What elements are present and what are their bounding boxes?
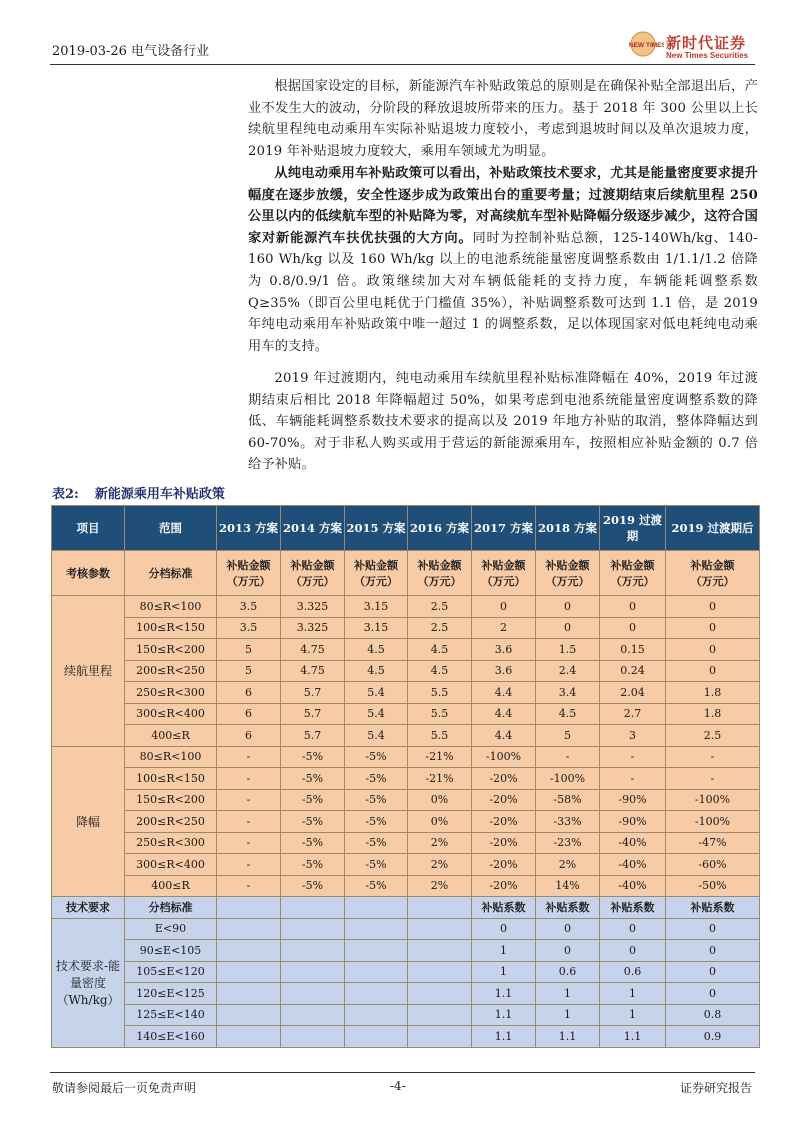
amount-line2: （万元） — [290, 575, 335, 588]
paragraph-1: 根据国家设定的目标，新能源汽车补贴政策总的原则是在确保补贴全部退出后，产业不发生大的波动，分阶段的释放退坡所带来的压力。基于 2018 年 300 公里以上长续航里程纯电动乘用车实际补贴退坡力度较小，考虑到退坡时间以及单次退坡力度，2019 年补贴退坡力度较大，乘用车领域尤为明显。 — [248, 79, 758, 159]
value-cell: 4.4 — [472, 682, 536, 704]
value-cell: 0 — [600, 918, 666, 940]
paragraph-2-rest: 同时为控制补贴总额，125-140Wh/kg、140-160 Wh/kg 以及 160 Wh/kg 以上的电池系统能量密度调整系数由 1/1.1/1.2 倍降为 0.8/0.9/1 倍。政策继续加大对车辆低能耗的支持力度，车辆能耗调整系数 Q≥35%（即百公里电耗优于门槛值 35%），补贴调整系数可达到 1.1 倍，是 2019 年纯电动乘用车补贴政策中唯一超过 1 的调整系数，足以体现国家对低电耗纯电动乘用车的支持。 — [248, 230, 759, 354]
empty-cell — [217, 940, 281, 962]
amount-line1: 补贴金额 — [481, 559, 526, 572]
table-caption: 新能源乘用车补贴政策 — [94, 487, 225, 502]
value-cell: 4.5 — [345, 639, 408, 661]
company-logo — [626, 30, 766, 64]
value-cell: 1.8 — [666, 682, 760, 704]
value-cell: 2% — [408, 854, 472, 876]
range-cell: 400≤R — [125, 725, 217, 747]
empty-cell — [217, 897, 281, 919]
empty-cell — [217, 961, 281, 983]
value-cell: 0 — [536, 617, 600, 639]
amount-line2: （万元） — [545, 575, 590, 588]
table-subheader-row — [52, 551, 760, 596]
value-cell: - — [600, 768, 666, 790]
range-cell: 200≤R<250 — [125, 811, 217, 833]
header-cell: 2013 方案 — [217, 506, 281, 551]
value-cell: 5 — [217, 660, 281, 682]
range-cell: 300≤R<400 — [125, 703, 217, 725]
value-cell: 1.1 — [472, 983, 536, 1005]
value-cell: 1.1 — [472, 1004, 536, 1026]
value-cell: 2.5 — [666, 725, 760, 747]
logo-cn-text: 新时代证券 — [666, 34, 747, 52]
paragraph-3: 2019 年过渡期内，纯电动乘用车续航里程补贴标准降幅在 40%，2019 年过渡期结束后相比 2018 年降幅超过 50%，如果考虑到电池系统能量密度调整系数的降低、车辆能耗调整系数技术要求的提高以及 2019 年地方补贴的取消，整体降幅达到 60-70%。对于非私人购买或用于营运的新能源乘用车，按照相应补贴金额的 0.7 倍给予补贴。 — [248, 371, 758, 473]
header-cell: 2019 过渡期 — [600, 506, 666, 551]
range-section-body — [52, 596, 760, 747]
table-row — [52, 682, 760, 704]
coef-header: 补贴系数 — [600, 897, 666, 919]
value-cell: - — [666, 768, 760, 790]
value-cell: 3.15 — [345, 617, 408, 639]
empty-cell — [345, 918, 408, 940]
empty-cell — [408, 918, 472, 940]
range-section-label: 续航里程 — [52, 596, 125, 747]
paragraph-2-bold: 从纯电动乘用车补贴政策可以看出，补贴政策技术要求，尤其是能量密度要求提升幅度在逐步放缓，安全性逐步成为政策出台的重要考量；过渡期结束后续航里程 250 公里以内的低续航车型的补贴降为零，对高续航车型补贴降幅分级逐步减少，这符合国家对新能源汽车扶优扶强的大方向。 — [248, 166, 758, 246]
value-cell: 2.4 — [536, 660, 600, 682]
amount-header — [666, 551, 760, 596]
value-cell: 1 — [600, 1004, 666, 1026]
table-row — [52, 875, 760, 897]
amount-line1: 补贴金额 — [354, 559, 398, 572]
header-cell: 范围 — [125, 506, 217, 551]
value-cell: 4.5 — [345, 660, 408, 682]
value-cell: 5 — [217, 639, 281, 661]
energy-section-label — [52, 918, 125, 1047]
value-cell: 1 — [536, 1004, 600, 1026]
value-cell: 4.4 — [472, 703, 536, 725]
value-cell: - — [217, 789, 281, 811]
header-cell: 2019 过渡期后 — [666, 506, 760, 551]
value-cell: -20% — [472, 811, 536, 833]
coef-header: 补贴系数 — [536, 897, 600, 919]
value-cell: -5% — [281, 875, 345, 897]
value-cell: 0.6 — [536, 961, 600, 983]
table-row — [52, 703, 760, 725]
value-cell: 3 — [600, 725, 666, 747]
subheader-label: 考核参数 — [52, 551, 125, 596]
empty-cell — [217, 983, 281, 1005]
tech-label: 技术要求 — [52, 897, 125, 919]
table-row — [52, 639, 760, 661]
table-row — [52, 789, 760, 811]
value-cell: 0 — [666, 660, 760, 682]
value-cell: 1.1 — [536, 1026, 600, 1048]
table-row — [52, 961, 760, 983]
value-cell: 0 — [666, 940, 760, 962]
subsidy-policy-table — [51, 505, 760, 1048]
value-cell: -21% — [408, 768, 472, 790]
value-cell: 5.4 — [345, 725, 408, 747]
value-cell: - — [600, 746, 666, 768]
value-cell: 0.24 — [600, 660, 666, 682]
logo-en-text: New Times Securities — [666, 51, 749, 60]
empty-cell — [408, 983, 472, 1005]
amount-line2: （万元） — [417, 575, 462, 588]
table-row — [52, 725, 760, 747]
range-cell: 140≤E<160 — [125, 1026, 217, 1048]
value-cell: -20% — [472, 768, 536, 790]
value-cell: -5% — [281, 811, 345, 833]
table-row — [52, 811, 760, 833]
coef-header: 补贴系数 — [666, 897, 760, 919]
empty-cell — [345, 983, 408, 1005]
value-cell: - — [217, 832, 281, 854]
range-cell: 250≤R<300 — [125, 682, 217, 704]
value-cell: 2.04 — [600, 682, 666, 704]
energy-section-line: 技术要求-能 — [55, 959, 121, 973]
value-cell: - — [536, 746, 600, 768]
logo-emblem-icon — [626, 30, 664, 64]
value-cell: 4.75 — [281, 639, 345, 661]
value-cell: 0 — [536, 918, 600, 940]
amount-header — [345, 551, 408, 596]
header-cell: 2017 方案 — [472, 506, 536, 551]
value-cell: 5.7 — [281, 725, 345, 747]
value-cell: 0 — [666, 596, 760, 618]
value-cell: 2% — [536, 854, 600, 876]
table-row — [52, 768, 760, 790]
header-cell: 2018 方案 — [536, 506, 600, 551]
value-cell: -40% — [600, 875, 666, 897]
value-cell: 1.1 — [472, 1026, 536, 1048]
value-cell: 5.7 — [281, 682, 345, 704]
amount-header — [217, 551, 281, 596]
value-cell: 0 — [472, 918, 536, 940]
value-cell: 0 — [666, 983, 760, 1005]
empty-cell — [345, 940, 408, 962]
amount-line1: 补贴金额 — [290, 559, 335, 572]
value-cell: -5% — [281, 854, 345, 876]
range-cell: 80≤R<100 — [125, 596, 217, 618]
empty-cell — [281, 1004, 345, 1026]
range-cell: 90≤E<105 — [125, 940, 217, 962]
value-cell: 2 — [472, 617, 536, 639]
amount-header — [536, 551, 600, 596]
value-cell: 0.15 — [600, 639, 666, 661]
empty-cell — [408, 961, 472, 983]
header-date-industry: 2019-03-26 电气设备行业 — [52, 44, 210, 59]
range-cell: 200≤R<250 — [125, 660, 217, 682]
value-cell: 1.1 — [600, 1026, 666, 1048]
value-cell: 0 — [600, 596, 666, 618]
paragraph-2 — [248, 163, 758, 357]
empty-cell — [217, 1026, 281, 1048]
range-cell: 100≤R<150 — [125, 768, 217, 790]
value-cell: - — [666, 746, 760, 768]
value-cell: 5.5 — [408, 682, 472, 704]
value-cell: - — [217, 854, 281, 876]
header-divider — [50, 64, 755, 65]
value-cell: 0% — [408, 789, 472, 811]
value-cell: 2.5 — [408, 596, 472, 618]
amount-header — [408, 551, 472, 596]
value-cell: 5 — [536, 725, 600, 747]
value-cell: -21% — [408, 746, 472, 768]
tech-range-label: 分档标准 — [125, 897, 217, 919]
value-cell: 6 — [217, 682, 281, 704]
value-cell: 0% — [408, 811, 472, 833]
table-header-row — [52, 506, 760, 551]
value-cell: 2% — [408, 832, 472, 854]
range-cell: 105≤E<120 — [125, 961, 217, 983]
range-cell: 150≤R<200 — [125, 789, 217, 811]
footer-disclaimer: 敬请参阅最后一页免责声明 — [52, 1081, 197, 1095]
value-cell: 14% — [536, 875, 600, 897]
value-cell: 3.325 — [281, 596, 345, 618]
value-cell: 3.5 — [217, 596, 281, 618]
value-cell: 0.8 — [666, 1004, 760, 1026]
value-cell: 0 — [536, 940, 600, 962]
range-cell: 250≤R<300 — [125, 832, 217, 854]
value-cell: 3.5 — [217, 617, 281, 639]
range-cell: 300≤R<400 — [125, 854, 217, 876]
value-cell: -100% — [472, 746, 536, 768]
value-cell: -50% — [666, 875, 760, 897]
value-cell: 3.6 — [472, 639, 536, 661]
drop-section-body — [52, 746, 760, 897]
amount-line1: 补贴金额 — [610, 559, 655, 572]
value-cell: 4.75 — [281, 660, 345, 682]
value-cell: 2.7 — [600, 703, 666, 725]
value-cell: -20% — [472, 854, 536, 876]
empty-cell — [408, 1004, 472, 1026]
page-number: -4- — [390, 1079, 406, 1093]
drop-section-label: 降幅 — [52, 746, 125, 897]
value-cell: -90% — [600, 811, 666, 833]
empty-cell — [281, 961, 345, 983]
value-cell: 0 — [472, 596, 536, 618]
value-cell: -20% — [472, 832, 536, 854]
header-cell: 2016 方案 — [408, 506, 472, 551]
value-cell: 1 — [600, 983, 666, 1005]
range-cell: 125≤E<140 — [125, 1004, 217, 1026]
value-cell: 1 — [536, 983, 600, 1005]
logo-badge-text: NEW TIMES — [629, 42, 664, 49]
value-cell: 0.9 — [666, 1026, 760, 1048]
empty-cell — [217, 1004, 281, 1026]
table-row — [52, 918, 760, 940]
energy-section-body — [52, 918, 760, 1047]
table-title — [52, 483, 225, 502]
subheader-range: 分档标准 — [125, 551, 217, 596]
table-row — [52, 660, 760, 682]
value-cell: 0.6 — [600, 961, 666, 983]
value-cell: 1 — [472, 940, 536, 962]
value-cell: -20% — [472, 789, 536, 811]
amount-line2: （万元） — [354, 575, 398, 588]
energy-section-line: 量密度 — [69, 976, 106, 990]
empty-cell — [345, 897, 408, 919]
value-cell: - — [217, 875, 281, 897]
value-cell: -5% — [345, 875, 408, 897]
value-cell: -5% — [345, 768, 408, 790]
table-row — [52, 832, 760, 854]
value-cell: 4.5 — [408, 639, 472, 661]
table-row — [52, 746, 760, 768]
value-cell: 0 — [666, 639, 760, 661]
value-cell: -33% — [536, 811, 600, 833]
value-cell: -40% — [600, 854, 666, 876]
value-cell: 4.5 — [408, 660, 472, 682]
empty-cell — [281, 918, 345, 940]
value-cell: 3.6 — [472, 660, 536, 682]
value-cell: 3.325 — [281, 617, 345, 639]
value-cell: 1 — [472, 961, 536, 983]
value-cell: -23% — [536, 832, 600, 854]
value-cell: 5.4 — [345, 682, 408, 704]
table-number: 表2: — [52, 487, 79, 502]
value-cell: 3.15 — [345, 596, 408, 618]
empty-cell — [217, 918, 281, 940]
value-cell: -5% — [345, 746, 408, 768]
empty-cell — [408, 1026, 472, 1048]
value-cell: -5% — [345, 811, 408, 833]
amount-line1: 补贴金额 — [690, 559, 735, 572]
value-cell: 0 — [600, 940, 666, 962]
energy-section-line: （Wh/kg） — [56, 993, 120, 1007]
value-cell: -100% — [666, 789, 760, 811]
value-cell: -5% — [281, 768, 345, 790]
header-cell: 项目 — [52, 506, 125, 551]
amount-line1: 补贴金额 — [545, 559, 590, 572]
amount-header — [472, 551, 536, 596]
value-cell: -20% — [472, 875, 536, 897]
value-cell: -100% — [536, 768, 600, 790]
range-cell: 100≤R<150 — [125, 617, 217, 639]
value-cell: -5% — [281, 746, 345, 768]
value-cell: 6 — [217, 725, 281, 747]
value-cell: 0 — [666, 617, 760, 639]
range-cell: 120≤E<125 — [125, 983, 217, 1005]
value-cell: 4.5 — [536, 703, 600, 725]
empty-cell — [281, 1026, 345, 1048]
table-row — [52, 983, 760, 1005]
empty-cell — [408, 897, 472, 919]
value-cell: -100% — [666, 811, 760, 833]
amount-line1: 补贴金额 — [226, 559, 271, 572]
header-cell: 2015 方案 — [345, 506, 408, 551]
value-cell: 3.4 — [536, 682, 600, 704]
value-cell: - — [217, 768, 281, 790]
footer-report-type: 证券研究报告 — [680, 1081, 753, 1095]
value-cell: 1.5 — [536, 639, 600, 661]
table-row — [52, 940, 760, 962]
value-cell: - — [217, 811, 281, 833]
header-cell: 2014 方案 — [281, 506, 345, 551]
value-cell: -5% — [345, 789, 408, 811]
empty-cell — [408, 940, 472, 962]
table-row — [52, 617, 760, 639]
value-cell: 0 — [536, 596, 600, 618]
value-cell: 2.5 — [408, 617, 472, 639]
amount-header — [281, 551, 345, 596]
amount-line2: （万元） — [690, 575, 735, 588]
value-cell: -90% — [600, 789, 666, 811]
amount-line1: 补贴金额 — [417, 559, 462, 572]
value-cell: 5.5 — [408, 703, 472, 725]
value-cell: 5.5 — [408, 725, 472, 747]
value-cell: -5% — [281, 832, 345, 854]
value-cell: -47% — [666, 832, 760, 854]
table-row — [52, 1026, 760, 1048]
value-cell: 0 — [666, 918, 760, 940]
amount-line2: （万元） — [481, 575, 526, 588]
value-cell: -5% — [281, 789, 345, 811]
empty-cell — [281, 897, 345, 919]
value-cell: 0 — [666, 961, 760, 983]
range-cell: 150≤R<200 — [125, 639, 217, 661]
value-cell: 2% — [408, 875, 472, 897]
value-cell: - — [217, 746, 281, 768]
value-cell: 1.8 — [666, 703, 760, 725]
value-cell: -5% — [345, 832, 408, 854]
value-cell: 5.4 — [345, 703, 408, 725]
value-cell: 4.4 — [472, 725, 536, 747]
empty-cell — [345, 961, 408, 983]
amount-header — [600, 551, 666, 596]
value-cell: -60% — [666, 854, 760, 876]
empty-cell — [345, 1026, 408, 1048]
value-cell: -5% — [345, 854, 408, 876]
range-cell: E<90 — [125, 918, 217, 940]
amount-line2: （万元） — [610, 575, 655, 588]
footer-divider — [50, 1072, 755, 1073]
value-cell: 6 — [217, 703, 281, 725]
table-row — [52, 1004, 760, 1026]
amount-line2: （万元） — [226, 575, 271, 588]
table-row — [52, 596, 760, 618]
range-cell: 400≤R — [125, 875, 217, 897]
value-cell: -40% — [600, 832, 666, 854]
range-cell: 80≤R<100 — [125, 746, 217, 768]
tech-header-row — [52, 897, 760, 919]
value-cell: -58% — [536, 789, 600, 811]
empty-cell — [281, 983, 345, 1005]
coef-header: 补贴系数 — [472, 897, 536, 919]
empty-cell — [281, 940, 345, 962]
empty-cell — [345, 1004, 408, 1026]
value-cell: 5.7 — [281, 703, 345, 725]
table-row — [52, 854, 760, 876]
value-cell: 0 — [600, 617, 666, 639]
